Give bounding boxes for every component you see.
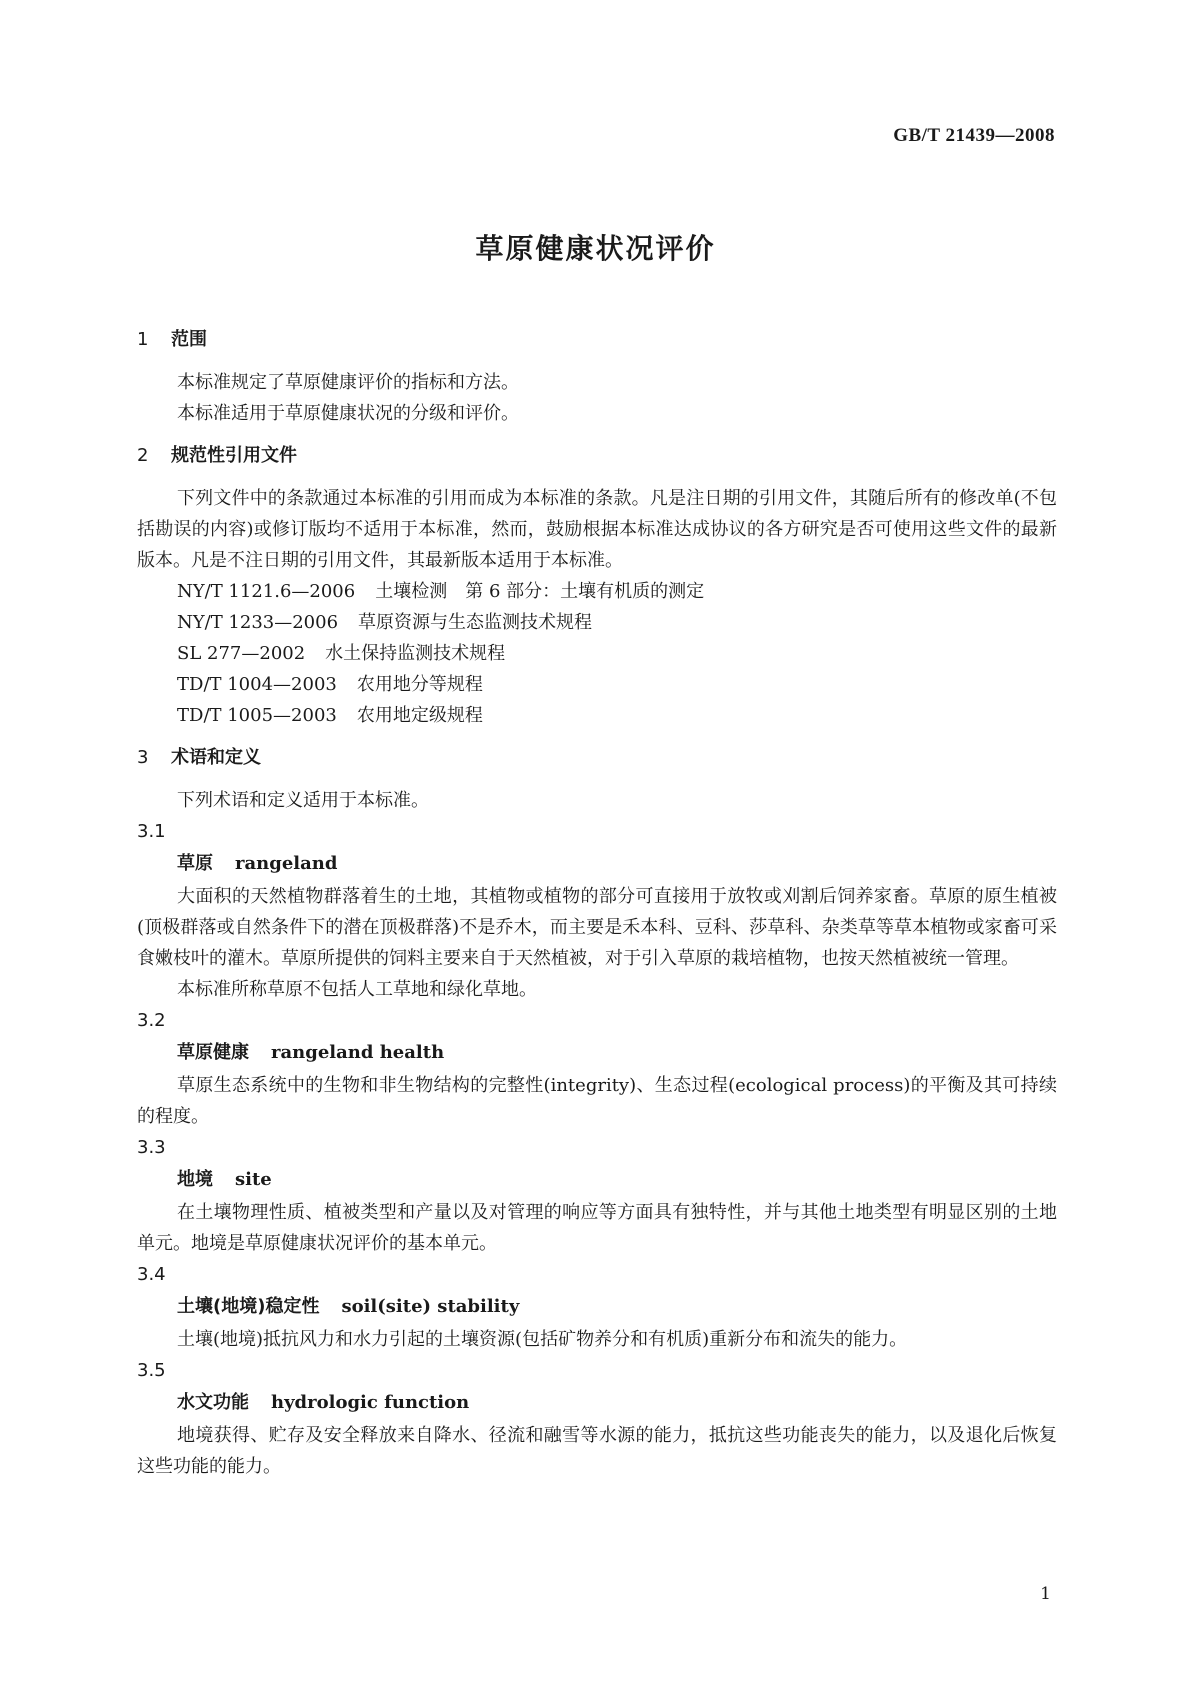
reference-item (137, 700, 1057, 731)
reference-title: 草原资源与生态监测技术规程 (358, 612, 593, 633)
term-number: 3.1 (137, 821, 166, 842)
reference-code: SL 277—2002 (177, 643, 306, 664)
scope-paragraph: 本标准适用于草原健康状况的分级和评价。 (177, 403, 519, 424)
term-heading (137, 1290, 1057, 1324)
reference-code: NY/T 1121.6—2006 (177, 581, 356, 602)
section-heading-terms (137, 743, 1057, 773)
page-number: 1 (1040, 1584, 1051, 1604)
term-definition: 草原生态系统中的生物和非生物结构的完整性(integrity)、生态过程(ecological process)的平衡及其可持续的程度。 (137, 1075, 1057, 1127)
standard-number: GB/T 21439—2008 (893, 125, 1055, 146)
reference-item (137, 607, 1057, 638)
term-zh: 草原 (177, 853, 213, 874)
term-heading (137, 1036, 1057, 1070)
term-en: hydrologic function (271, 1392, 470, 1413)
section-number: 3 (137, 747, 149, 768)
reference-item (137, 638, 1057, 669)
term-en: rangeland (235, 853, 338, 874)
section-number: 1 (137, 329, 149, 350)
reference-title: 农用地定级规程 (356, 705, 483, 726)
term-zh: 土壤(地境)稳定性 (177, 1296, 320, 1317)
reference-code: NY/T 1233—2006 (177, 612, 339, 633)
reference-title: 土壤检测 第 6 部分：土壤有机质的测定 (375, 581, 705, 602)
term-zh: 水文功能 (177, 1392, 249, 1413)
section-title: 术语和定义 (171, 747, 261, 768)
term-number: 3.3 (137, 1137, 166, 1158)
term-number: 3.5 (137, 1360, 166, 1381)
reference-code: TD/T 1005—2003 (177, 705, 337, 726)
term-zh: 地境 (177, 1169, 213, 1190)
document-title: 草原健康状况评价 (475, 232, 716, 265)
term-heading (137, 1163, 1057, 1197)
section-heading-scope (137, 325, 1057, 355)
reference-title: 水土保持监测技术规程 (325, 643, 506, 664)
reference-item (137, 576, 1057, 607)
term-definition: 在土壤物理性质、植被类型和产量以及对管理的响应等方面具有独特性，并与其他土地类型有明显区别的土地单元。地境是草原健康状况评价的基本单元。 (137, 1202, 1057, 1254)
reference-code: TD/T 1004—2003 (177, 674, 337, 695)
term-heading (137, 1386, 1057, 1420)
term-definition: 土壤(地境)抵抗风力和水力引起的土壤资源(包括矿物养分和有机质)重新分布和流失的能力。 (177, 1329, 908, 1350)
section-title: 规范性引用文件 (171, 445, 297, 466)
terms-intro: 下列术语和定义适用于本标准。 (177, 790, 429, 811)
term-en: site (235, 1169, 272, 1190)
term-definition: 地境获得、贮存及安全释放来自降水、径流和融雪等水源的能力，抵抗这些功能丧失的能力，以及退化后恢复这些功能的能力。 (137, 1425, 1057, 1477)
term-number: 3.4 (137, 1264, 166, 1285)
section-title: 范围 (171, 329, 207, 350)
term-en: soil(site) stability (341, 1296, 520, 1317)
section-heading-normative-refs (137, 441, 1057, 471)
section-number: 2 (137, 445, 149, 466)
term-definition: 大面积的天然植物群落着生的土地，其植物或植物的部分可直接用于放牧或刈割后饲养家畜。草原的原生植被(顶极群落或自然条件下的潜在顶极群落)不是乔木，而主要是禾本科、豆科、莎草科、杂类草等草本植物或家畜可采食嫩枝叶的灌木。草原所提供的饲料主要来自于天然植被，对于引入草原的栽培植物，也按天然植被统一管理。 (137, 886, 1057, 969)
reference-title: 农用地分等规程 (356, 674, 483, 695)
document-body (137, 325, 1057, 1482)
normative-refs-intro: 下列文件中的条款通过本标准的引用而成为本标准的条款。凡是注日期的引用文件，其随后所有的修改单(不包括勘误的内容)或修订版均不适用于本标准，然而，鼓励根据本标准达成协议的各方研究是否可使用这些文件的最新版本。凡是不注日期的引用文件，其最新版本适用于本标准。 (137, 488, 1057, 571)
term-en: rangeland health (271, 1042, 445, 1063)
term-definition: 本标准所称草原不包括人工草地和绿化草地。 (177, 979, 537, 1000)
reference-item (137, 669, 1057, 700)
term-zh: 草原健康 (177, 1042, 249, 1063)
term-heading (137, 847, 1057, 881)
scope-paragraph: 本标准规定了草原健康评价的指标和方法。 (177, 372, 519, 393)
term-number: 3.2 (137, 1010, 166, 1031)
